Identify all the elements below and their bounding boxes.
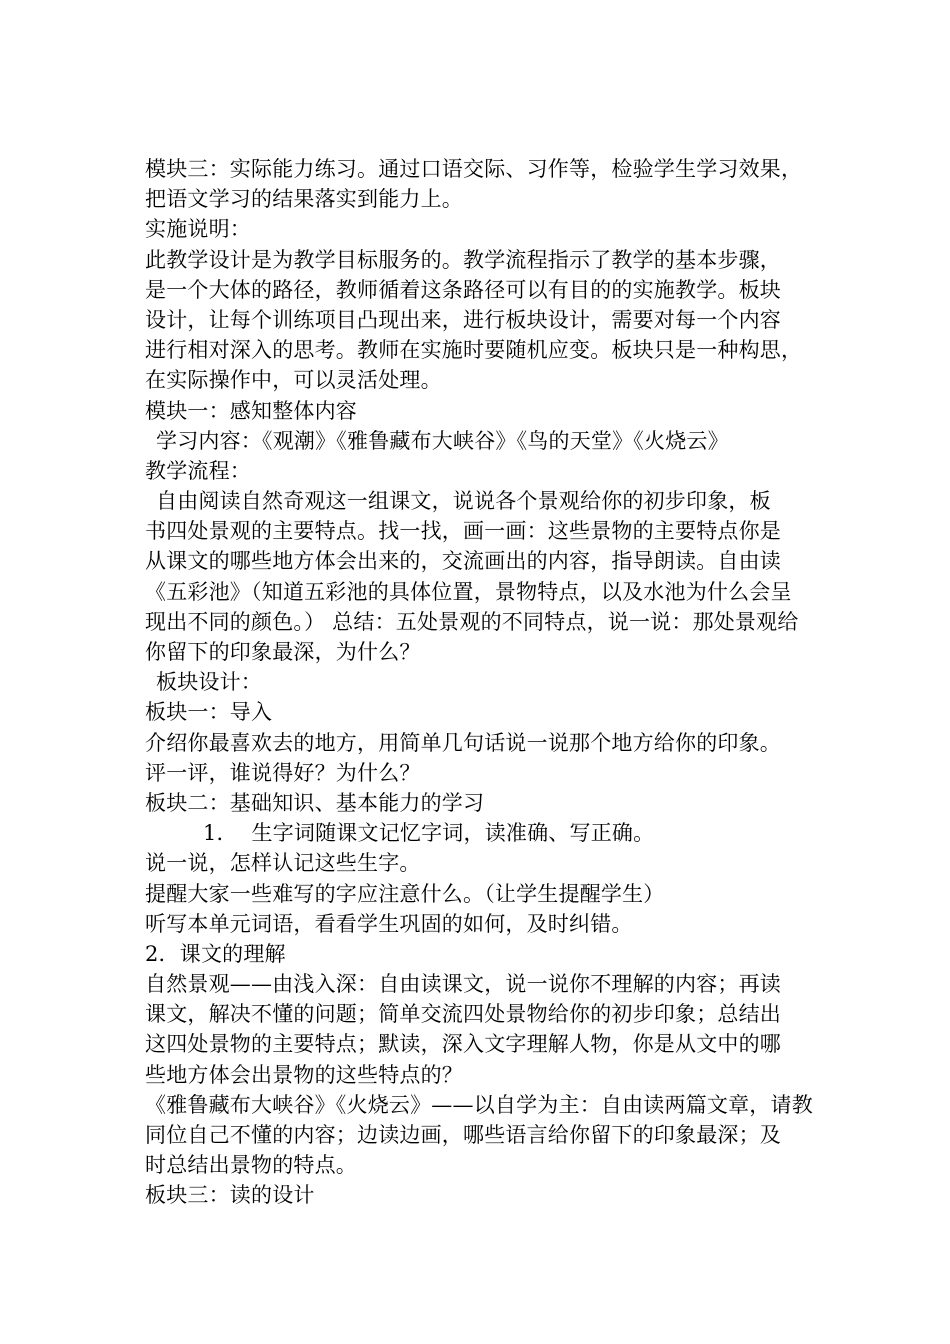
section-heading: 教学流程： [145, 458, 251, 483]
text-line: 说一说，怎样认记这些生字。 [145, 851, 421, 876]
text-line: 你留下的印象最深，为什么？ [145, 640, 421, 664]
text-line: 时总结出景物的特点。 [145, 1153, 357, 1178]
text-line: 些地方体会出景物的这些特点的？ [145, 1062, 463, 1087]
section-heading: 实施说明： [145, 217, 251, 242]
text-line: 评一评，谁说得好？为什么？ [145, 760, 421, 785]
text-line: 听写本单元词语，看看学生巩固的如何，及时纠错。 [145, 911, 633, 936]
text-line: 学习内容：《观潮》《雅鲁藏布大峡谷》《鸟的天堂》《火烧云》 [156, 428, 729, 453]
section-heading: 板块二：基础知识、基本能力的学习 [145, 790, 485, 815]
text-line: 现出不同的颜色。） 总结：五处景观的不同特点，说一说：那处景观给 [145, 609, 799, 634]
text-line: 在实际操作中，可以灵活处理。 [145, 368, 442, 393]
text-line: 从课文的哪些地方体会出来的，交流画出的内容，指导朗读。自由读 [145, 549, 781, 574]
text-line: 《五彩池》（知道五彩池的具体位置，景物特点，以及水池为什么会呈 [145, 579, 792, 604]
text-line: 书四处景观的主要特点。找一找，画一画：这些景物的主要特点你是 [145, 519, 781, 544]
section-heading: 板块三：读的设计 [145, 1183, 315, 1208]
list-item: 1． 生字词随课文记忆字词，读准确、写正确。 [203, 821, 655, 846]
text-line: 自由阅读自然奇观这一组课文，说说各个景观给你的初步印象，板 [156, 489, 771, 514]
text-line: 设计，让每个训练项目凸现出来，进行板块设计，需要对每一个内容 [145, 307, 781, 332]
text-line: 课文，解决不懂的问题；简单交流四处景物给你的初步印象；总结出 [145, 1002, 781, 1027]
document-body [145, 154, 813, 1211]
text-line: 这四处景物的主要特点；默读，深入文字理解人物，你是从文中的哪 [145, 1032, 781, 1057]
text-line: 模块三：实际能力练习。通过口语交际、习作等，检验学生学习效果， [145, 157, 803, 181]
list-item: 2．课文的理解 [145, 941, 286, 966]
text-line: 提醒大家一些难写的字应注意什么。（让学生提醒学生） [145, 881, 665, 906]
text-line: 是一个大体的路径，教师循着这条路径可以有目的的实施教学。板块 [145, 277, 781, 302]
text-line: 进行相对深入的思考。教师在实施时要随机应变。板块只是一种构思， [145, 338, 803, 363]
text-line: 把语文学习的结果落实到能力上。 [145, 187, 463, 212]
section-heading: 板块一：导入 [145, 700, 273, 725]
text-line: 自然景观——由浅入深：自由读课文，说一说你不理解的内容；再读 [145, 972, 781, 997]
text-line: 此教学设计是为教学目标服务的。教学流程指示了教学的基本步骤， [145, 247, 781, 272]
text-line: 《雅鲁藏布大峡谷》《火烧云》——以自学为主：自由读两篇文章，请教 [145, 1092, 813, 1117]
text-line: 同位自己不懂的内容；边读边画，哪些语言给你留下的印象最深；及 [145, 1123, 781, 1147]
section-heading: 模块一：感知整体内容 [145, 398, 357, 423]
text-line: 介绍你最喜欢去的地方，用简单几句话说一说那个地方给你的印象。 [145, 730, 781, 755]
section-heading: 板块设计： [156, 670, 262, 695]
